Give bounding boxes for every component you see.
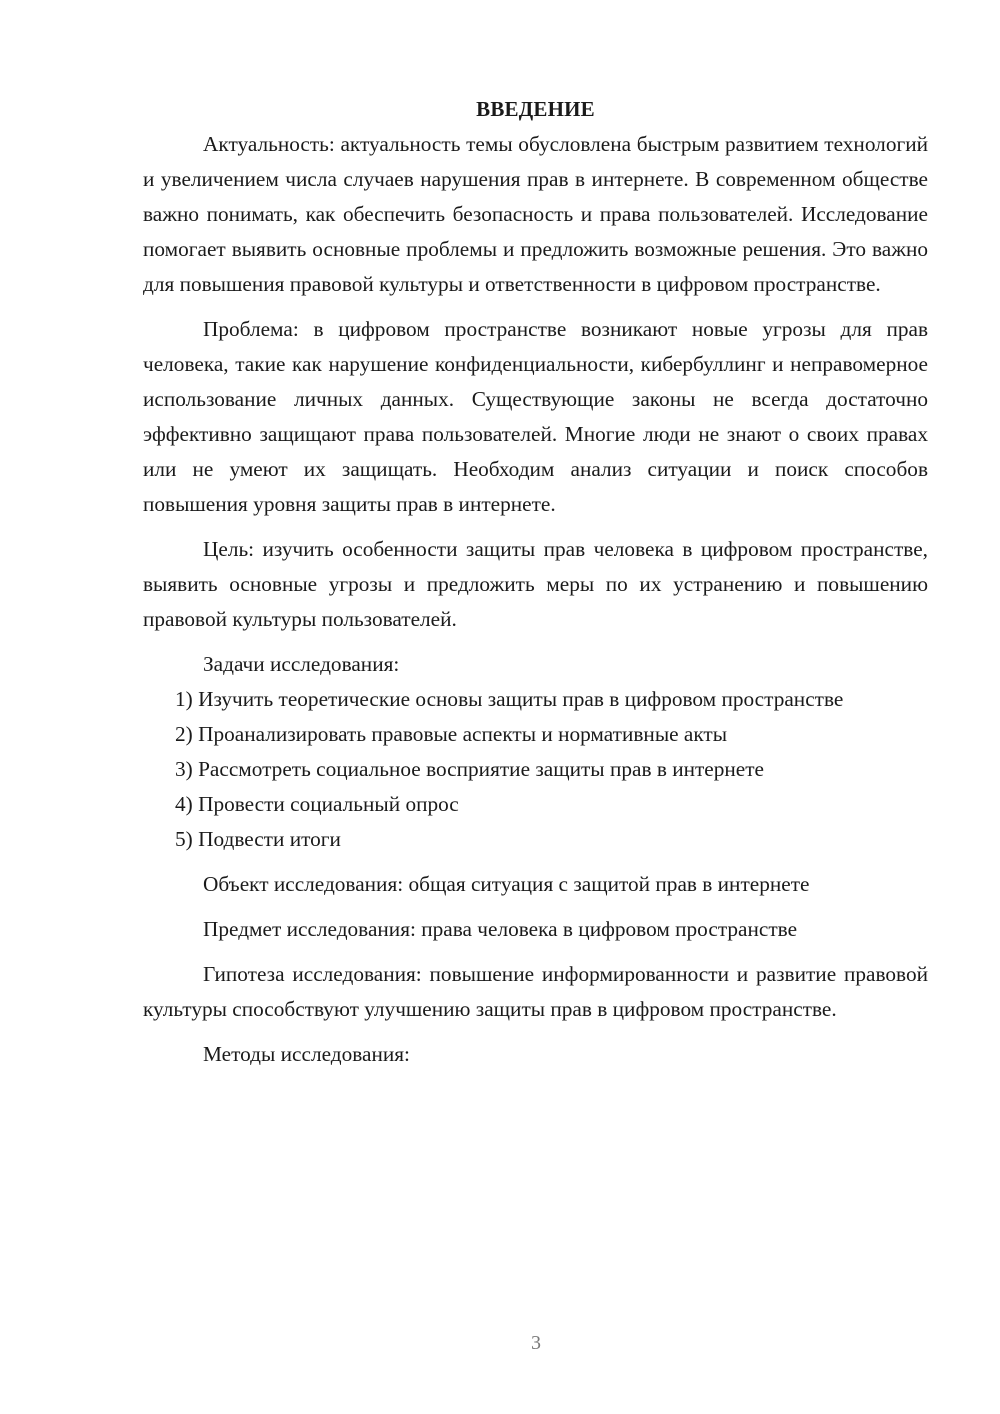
- hypothesis-paragraph: Гипотеза исследования: повышение информированности и развитие правовой культуры способствуют улучшению защиты прав в цифровом пространстве.: [143, 962, 928, 1021]
- task-item-5: 5) Подвести итоги: [175, 827, 341, 851]
- task-item-2: 2) Проанализировать правовые аспекты и нормативные акты: [175, 722, 728, 746]
- page-title: ВВЕДЕНИЕ: [476, 97, 595, 121]
- goal-paragraph: Цель: изучить особенности защиты прав человека в цифровом пространстве, выявить основные угрозы и предложить меры по их устранению и повышению правовой культуры пользователей.: [143, 537, 928, 631]
- page-number: 3: [531, 1332, 541, 1354]
- relevance-paragraph: Актуальность: актуальность темы обусловлена быстрым развитием технологий и увеличением числа случаев нарушения прав в интернете. В современном обществе важно понимать, как обеспечить безопасность и права пользователей. Исследование помогает выявить основные проблемы и предложить возможные решения. Это важно для повышения правовой культуры и ответственности в цифровом пространстве.: [143, 132, 928, 296]
- methods-heading: Методы исследования:: [203, 1042, 410, 1066]
- task-item-1: 1) Изучить теоретические основы защиты прав в цифровом пространстве: [175, 687, 844, 711]
- object-paragraph: Объект исследования: общая ситуация с защитой прав в интернете: [203, 872, 810, 896]
- task-item-4: 4) Провести социальный опрос: [175, 792, 459, 816]
- tasks-heading: Задачи исследования:: [203, 652, 400, 676]
- document-page: [143, 92, 928, 1072]
- task-item-3: 3) Рассмотреть социальное восприятие защиты прав в интернете: [175, 757, 765, 781]
- problem-paragraph: Проблема: в цифровом пространстве возникают новые угрозы для прав человека, такие как нарушение конфиденциальности, кибербуллинг и неправомерное использование личных данных. Существующие законы не всегда достаточно эффективно защищают права пользователей. Многие люди не знают о своих правах или не умеют их защищать. Необходим анализ ситуации и поиск способов повышения уровня защиты прав в интернете.: [143, 317, 928, 516]
- subject-paragraph: Предмет исследования: права человека в цифровом пространстве: [203, 917, 798, 941]
